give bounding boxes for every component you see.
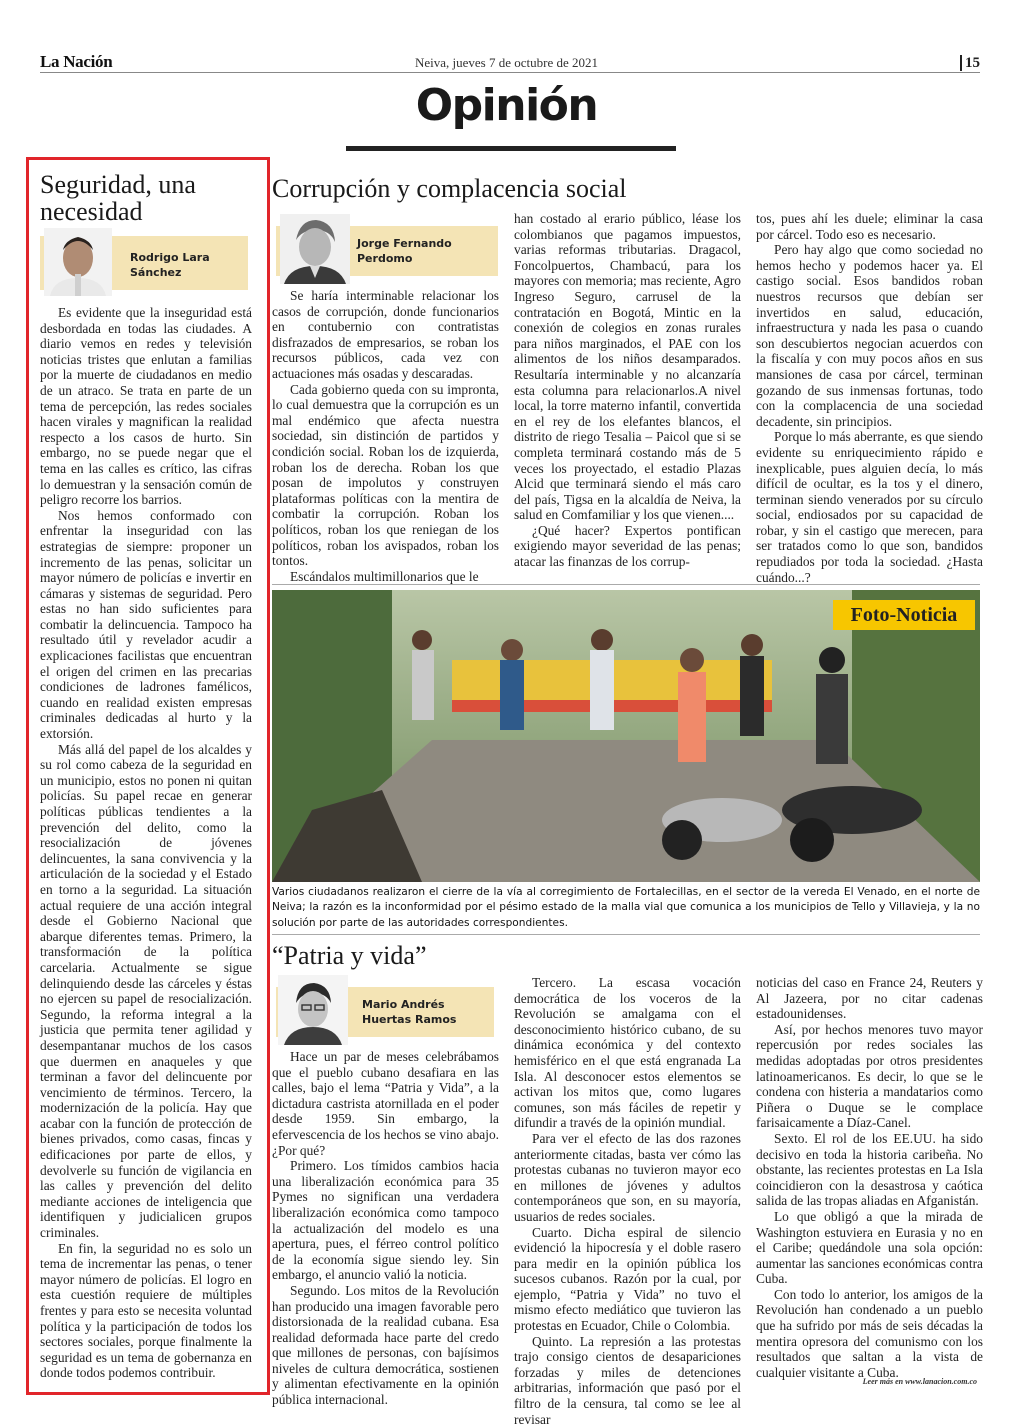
article2-column-3: [756, 211, 983, 585]
article2-paragraph: ¿Qué hacer? Expertos pontifican exigiendo mayor severidad de las penas; atacar las finanzas de los corrup-: [514, 522, 741, 570]
article3-author-line-2: Huertas Ramos: [362, 1013, 457, 1026]
photo-news-tag: Foto-Noticia: [833, 600, 975, 630]
newspaper-logo: La Nación: [40, 52, 113, 71]
article2-paragraph: tos, pues ahí les duele; eliminar la casa por cárcel. Todo eso es necesario.: [756, 211, 983, 242]
article3-paragraph: Quinto. La represión a las protestas trajo consigo cientos de desapariciones forzadas y miles de detenciones arbitrarias, información que pasó por el filtro de la censura, tal como se lee al revisar: [514, 1333, 741, 1427]
section-rule: [346, 146, 676, 151]
article1-paragraph: Más allá del papel de los alcaldes y su rol como cabeza de la seguridad en un municipio, estos no ponen ni quitan policías. Su papel recae en generar políticas públicas tendientes a la prevención del delito, como la resocialización de jóvenes delincuentes, la sana convivencia y la articulación de la sociedad y el Estado en torno a la seguridad. La situación actual requiere de una acción integral desde el Gobierno Nacional que abarque diferentes temas. Primero, la transformación de la política carcelaria. Actualmente se sigue delinquiendo desde las cárceles y éstas no ejercen su papel de resocialización. Segundo, la reforma integral a la justicia que permita tener agilidad y desempantanar muchos de los casos que duermen en anaqueles y que terminan a favor del delincuente por vencimiento de términos. Tercero, la modernización de la policía. Hay que acabar con la función de protección de bienes privados, como casas, fincas y edificaciones por parte de ellos, y devolverle su función de vigilancia en las calles y prevención del delito mediante acciones de inteligencia que identifiquen y judicialicen grupos criminales.: [40, 741, 252, 1241]
article2-paragraph: Pero hay algo que como sociedad no hemos hecho y podemos hacer ya. El castigo social. Esos bandidos roban nuestros recursos que debían ser invertidos en salud, educación, infraestructura y nada les pasa o cuando son descubiertos negocian acuerdos con la fiscalía y con muy pocos años en sus mansiones de casa por cárcel, terminan gozando de sus inmensas fortunas, todo con la complacencia de una sociedad decadente, sin principios.: [756, 242, 983, 429]
article3-paragraph: Lo que obligó a que la mirada de Washington estuviera en Eurasia y no en el Caribe; quedándole una sola opción: aumentar las sanciones económicas contra Cuba.: [756, 1208, 983, 1287]
article1-paragraph: Es evidente que la inseguridad está desbordada en todas las ciudades. A diario vemos en redes y televisión noticias tristes que enlutan a familias por la muerte de ciudadanos en medio de un atraco. Se trata en parte de un tema de percepción, las redes sociales hacen virales y magnifican la realidad respecto a los casos de hurto. Sin embargo, no se puede negar que el tema en las calles es crítico, las cifras lo demuestran y la sensación común de peligro recorre los barrios.: [40, 305, 252, 508]
article2-paragraph: Se haría interminable relacionar los casos de corrupción, donde funcionarios en contubernio con contratistas disfrazados de empresarios, se roban los recursos públicos, cada vez con actuaciones más osadas y descaradas.: [272, 288, 499, 381]
article1-author-avatar: [44, 228, 112, 296]
article2-paragraph: Porque lo más aberrante, es que siendo evidente su enriquecimiento rápido e inexplicable, pues alguien decía, lo más difícil de ocultar, es la tos y el dinero, terminan siendo venerados por su círculo social, endiosados por su capacidad de robar, y sin el castigo que merecen, para ser tratados como lo que son, bandidos repudiados por toda la sociedad. ¿Hasta cuándo...?: [756, 429, 983, 585]
article1-paragraph: En fin, la seguridad no es solo un tema de incrementar las penas, o tener mayor número de policías. El logro en esta cuestión requiere de múltiples frentes y para esto se necesita voluntad política y la participación de todos los sectores sociales, porque finalmente la seguridad es un tema de gobernanza en donde todos podemos contribuir.: [40, 1240, 252, 1381]
article3-author-line-1: Mario Andrés: [362, 998, 445, 1011]
caption-bottom-rule: [272, 934, 980, 935]
article3-paragraph: Cuarto. Dicha espiral de silencio evidenció la hipocresía y el doble rasero para medir en la opinión pública los sucesos cubanos. Razón por la cual, por ejemplo, “Patria y Vida” no tuvo el mismo efecto mediático que tuvieron las protestas en Ecuador, Chile o Colombia.: [514, 1224, 741, 1334]
article3-author-name: [362, 997, 492, 1027]
article3-column-1: [272, 1049, 499, 1408]
article2-paragraph: Cada gobierno queda con su impronta, lo cual demuestra que la corrupción es un mal endémico que afecta nuestra sociedad, sin distinción de partidos y condición social. Roban los de izquierda, roban los de derecha. Roban los que posan de impolutos y construyen plataformas políticas con la mentira de combatir la corrupción. Roban los políticos, roban los que reniegan de los políticos, roban los avispados, roban los tontos.: [272, 381, 499, 569]
article3-paragraph: Primero. Los tímidos cambios hacia una liberalización económica para 35 Pymes no significan una verdadera liberalización económica como tampoco la actualización del modelo es una apertura, pues, el férreo control político de la economía sigue siendo ley. Sin embargo, el anuncio valió la noticia.: [272, 1158, 499, 1283]
article3-column-3: [756, 975, 983, 1380]
article1-body: [40, 305, 252, 1385]
article2-author-name: [357, 236, 492, 266]
footer-web-note: Leer más en www.lanacion.com.co: [862, 1377, 977, 1386]
article3-paragraph: Tercero. La escasa vocación democrática de los voceros de la Revolución se amalgama con el desconocimiento histórico cubano, de su dinámica económica y del contexto hemisférico en el que está engranada La Isla. Al desconocer estos elementos se activan los mitos que, como lugares comunes, son más fáciles de repetir y difundir a través de la opinión mundial.: [514, 975, 741, 1131]
article1-author-line-1: Rodrigo Lara: [130, 251, 210, 264]
article3-paragraph: Con todo lo anterior, los amigos de la Revolución han condenado a un pueblo que ha sufrido por más de seis décadas la mentira opresora del comunismo con los resultados que saltan a la vista de cualquier visitante a Cuba.: [756, 1286, 983, 1380]
news-photo: [272, 590, 980, 882]
article3-paragraph: Para ver el efecto de las dos razones anteriormente citadas, basta ver cómo las protestas cubanas no tuvieron mayor eco en millones de jóvenes y adultos contemporáneos que son, en su mayoría, usuarios de redes sociales.: [514, 1130, 741, 1224]
article2-paragraph: han costado al erario público, léase los colombianos que pagamos impuestos, varias reformas tributarias. Dragacol, Foncolpuertos, Chambacú, para los mayores con memoria; mas reciente, Agro Ingreso Seguro, carrusel de la contratación en Bogotá, Mintic en la conexión de colegios en zonas rurales para niños marginados, el PAE con los alimentos de los niños desamparados. Resultaría interminable y no alcanzaría esta columna para relacionarlos.A nivel local, la torre materno infantil, convertida en el rey de los elefantes blancos, el distrito de riego Tesalia – Paicol que si se completa terminará costando más de 5 veces los proyectado, el estadio Plazas Alcid que terminará siendo el más caro del país, Tigsa en la alcaldía de Neiva, la salud en Comfamiliar y los que vienen....: [514, 211, 741, 523]
page-number: 15: [960, 55, 980, 71]
article2-author-avatar: [280, 214, 350, 284]
article2-author-line-1: Jorge Fernando: [357, 237, 452, 250]
article2-column-1: [272, 288, 499, 584]
article1-title: Seguridad, una necesidad: [40, 170, 196, 227]
section-title: Opinión: [415, 80, 598, 131]
article1-author-name: [130, 250, 240, 280]
dateline: Neiva, jueves 7 de octubre de 2021: [414, 55, 599, 70]
article3-paragraph: Sexto. El rol de los EE.UU. ha sido decisivo en toda la historia caribeña. No obstante, las recientes protestas en La Isla coincidieron con la desastrosa y caótica salida de las tropas aliadas en Afganistán.: [756, 1130, 983, 1209]
article2-column-2: [514, 211, 741, 581]
article1-paragraph: Nos hemos conformado con enfrentar la inseguridad con las estrategias de siempre: proponer un incremento de las penas, solicitar un mayor número de policías e invertir en cámaras y sistemas de seguridad. Pero estas no han sido suficientes para combatir la delincuencia. Tampoco ha resultado útil y revelador acudir a explicaciones facilistas que encuentran el origen del crimen en las precarias condiciones de ladrones famélicos, cuando en realidad existen empresas criminales dedicadas al hurto y la extorsión.: [40, 507, 252, 742]
article2-bottom-rule: [272, 584, 980, 585]
article3-paragraph: Segundo. Los mitos de la Revolución han producido una imagen favorable pero distorsionada de la realidad cubana. Esa realidad deformada hace parte del credo que millones de personas, con bajísimos niveles de cultura democrática, sostienen y alimentan efectivamente en la opinión pública internacional.: [272, 1282, 499, 1408]
article2-author-line-2: Perdomo: [357, 252, 413, 265]
article2-title: Corrupción y complacencia social: [272, 174, 627, 203]
header-rule: [40, 72, 980, 73]
article3-paragraph: Hace un par de meses celebrábamos que el pueblo cubano desafiara en las calles, bajo el lema “Patria y Vida”, a la dictadura castrista atornillada en el poder desde 1959. Sin embargo, la efervescencia de los hechos se vino abajo. ¿Por qué?: [272, 1049, 499, 1158]
article2-paragraph: Escándalos multimillonarios que le: [290, 568, 479, 584]
photo-caption: Varios ciudadanos realizaron el cierre de la vía al corregimiento de Fortalecillas, en el sector de la vereda El Venado, en el norte de Neiva; la razón es la inconformidad por el pésimo estado de la malla vial que comunica a los municipios de Tello y Villavieja, y la no solución por parte de las autoridades correspondientes.: [272, 886, 980, 929]
article3-paragraph: Así, por hechos menores tuvo mayor repercusión por redes sociales las medidas adoptadas por otros presidentes latinoamericanos. Es decir, lo que se le condena con histeria a mandatarios como Piñera o Duque se le complace farisaicamente a Díaz-Canel.: [756, 1021, 983, 1131]
article3-column-2: [514, 975, 741, 1427]
article3-paragraph: noticias del caso en France 24, Reuters y Al Jazeera, por no citar cadenas estadounidenses.: [756, 975, 983, 1022]
article3-author-avatar: [278, 975, 348, 1045]
article3-title: “Patria y vida”: [272, 941, 427, 970]
article1-author-line-2: Sánchez: [130, 266, 182, 279]
